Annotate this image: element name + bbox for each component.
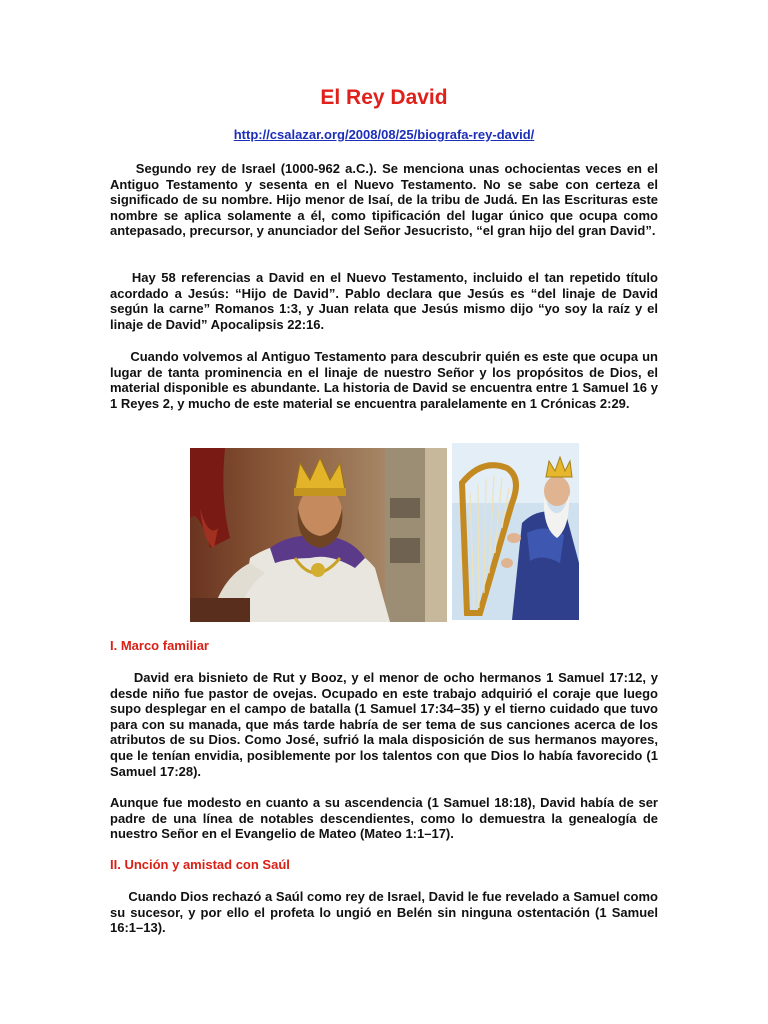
paragraph-intro: Segundo rey de Israel (1000-962 a.C.). Se menciona unas ochocientas veces en el Antiguo Testamento y sesenta en el Nuevo Testamento. No se sabe con certeza el significado de su nombre. Hijo menor de Isaí, de la tribu de Judá. En las Escrituras este nombre se aplica solamente a él, como tipificación del lugar único que ocupa como antepasado, precursor, y anunciador del Señor Jesucristo, “el gran hijo del gran David”. (110, 161, 658, 239)
paragraph-old-testament: Cuando volvemos al Antiguo Testamento para descubrir quién es este que ocupa un lugar de tanta prominencia en el linaje de nuestro Señor y los propósitos de Dios, el material disponible es abundante. La historia de David se encuentra entre 1 Samuel 16 y 1 Reyes 2, y mucho de este material se encuentra paralelamente en 1 Crónicas 2:29. (110, 349, 658, 411)
paragraph-anointing: Cuando Dios rechazó a Saúl como rey de Israel, David le fue revelado a Samuel como su sucesor, y por ello el profeta lo ungió en Belén sin ninguna ostentación (1 Samuel 16:1–13). (110, 889, 658, 936)
king-with-harp-illustration (452, 443, 579, 620)
paragraph-ancestry: Aunque fue modesto en cuanto a su ascendencia (1 Samuel 18:18), David había de ser padre de una línea de notables descendientes, como lo demuestra la genealogía de nuestro Señor en el Evangelio de Mateo (Mateo 1:1–17). (110, 795, 658, 842)
paragraph-new-testament: Hay 58 referencias a David en el Nuevo Testamento, incluido el tan repetido título acordado a Jesús: “Hijo de David”. Pablo declara que Jesús es “del linaje de David según la carne” Romanos 1:3, y Juan relata que Jesús mismo dijo “yo soy la raíz y el linaje de David” Apocalipsis 22:16. (110, 270, 658, 332)
crowned-king-illustration (190, 448, 447, 622)
source-link[interactable]: http://csalazar.org/2008/08/25/biografa-rey-david/ (233, 127, 535, 142)
document-title: El Rey David (320, 86, 448, 109)
crowned-king-image (190, 448, 447, 622)
section-heading-uncion-saul: II. Unción y amistad con Saúl (110, 857, 290, 872)
harp-king-image (452, 443, 579, 620)
section-heading-marco-familiar: I. Marco familiar (110, 638, 209, 653)
paragraph-family: David era bisnieto de Rut y Booz, y el menor de ocho hermanos 1 Samuel 17:12, y desde niño fue pastor de ovejas. Ocupado en este trabajo adquirió el coraje que luego supo desplegar en el campo de batalla (1 Samuel 17:34–35) y el tierno cuidado que tuvo para con su manada, que más tarde habría de ser tema de sus canciones acerca de los atributos de su Dios. Como José, sufrió la mala disposición de sus hermanos mayores, que le tenían envidia, posiblemente por los talentos con que Dios lo había favorecido (1 Samuel 17:28). (110, 670, 658, 779)
